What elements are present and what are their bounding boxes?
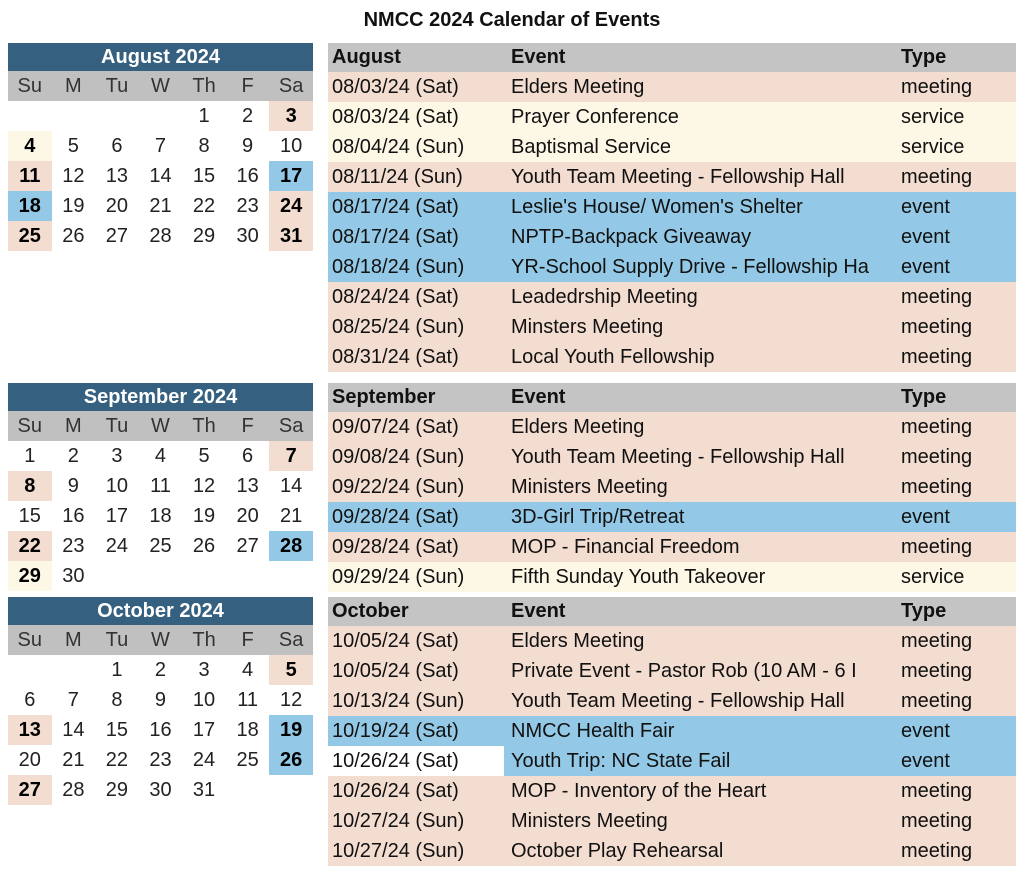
calendar-day: 4 — [154, 445, 167, 467]
table-row — [328, 282, 1016, 312]
calendar-day: 28 — [62, 779, 85, 801]
event-name: Youth Team Meeting - Fellowship Hall — [511, 166, 845, 188]
calendar-day: 22 — [105, 749, 129, 771]
event-date: 08/17/24 (Sat) — [332, 196, 459, 218]
event-date: 10/05/24 (Sat) — [332, 630, 459, 652]
calendar-day: 2 — [67, 445, 79, 467]
calendar-day: 31 — [192, 779, 216, 801]
calendar-day: 15 — [105, 719, 129, 741]
calendar-day: 20 — [18, 749, 41, 771]
event-date: 08/03/24 (Sat) — [332, 106, 459, 128]
calendar-weeks — [8, 101, 313, 251]
calendar-week-row — [8, 715, 313, 745]
weekday-label: F — [241, 415, 254, 437]
event-name: NPTP-Backpack Giveaway — [511, 226, 752, 248]
calendar-day: 21 — [62, 749, 85, 771]
event-date: 08/24/24 (Sat) — [332, 286, 459, 308]
table-header-row — [328, 43, 1016, 72]
calendar-day: 24 — [105, 535, 129, 557]
calendar-day: 5 — [269, 655, 313, 685]
mini-calendar-october — [8, 597, 313, 805]
event-date: 09/08/24 (Sun) — [332, 446, 465, 468]
month-title: August 2024 — [8, 43, 313, 71]
calendar-day: 12 — [280, 689, 303, 711]
weekday-label: F — [241, 629, 254, 651]
calendar-day: 3 — [269, 101, 313, 131]
table-row — [328, 836, 1016, 866]
event-date: 10/19/24 (Sat) — [332, 720, 459, 742]
calendar-day: 16 — [62, 505, 85, 527]
event-type: meeting — [901, 690, 973, 712]
event-date: 09/29/24 (Sun) — [332, 566, 465, 588]
calendar-day: 24 — [192, 749, 216, 771]
event-type: meeting — [901, 660, 973, 682]
event-date: 08/25/24 (Sun) — [332, 316, 465, 338]
calendar-day — [95, 561, 139, 591]
table-row — [328, 102, 1016, 132]
calendar-day: 4 — [242, 659, 254, 681]
calendar-day: 19 — [62, 195, 85, 217]
table-row — [328, 656, 1016, 686]
table-row — [328, 746, 1016, 776]
calendar-weeks — [8, 441, 313, 591]
event-name: Fifth Sunday Youth Takeover — [511, 566, 766, 588]
event-date: 09/07/24 (Sat) — [332, 416, 459, 438]
weekday-label: Tu — [105, 629, 129, 651]
calendar-day: 30 — [149, 779, 172, 801]
table-row — [328, 342, 1016, 372]
calendar-day: 27 — [105, 225, 129, 247]
calendar-week-row — [8, 531, 313, 561]
calendar-day: 13 — [236, 475, 259, 497]
calendar-day: 10 — [105, 475, 129, 497]
event-name: YR-School Supply Drive - Fellowship Ha — [511, 256, 869, 278]
event-type: service — [901, 136, 965, 158]
event-name: Prayer Conference — [511, 106, 679, 128]
calendar-day — [182, 561, 226, 591]
event-date: 08/11/24 (Sun) — [332, 166, 463, 188]
event-type: event — [901, 196, 950, 218]
table-row — [328, 626, 1016, 656]
calendar-day: 1 — [198, 105, 210, 127]
calendar-week-row — [8, 161, 313, 191]
event-type: service — [901, 566, 965, 588]
weekday-label: Sa — [278, 415, 304, 437]
calendar-week-row — [8, 191, 313, 221]
event-type: meeting — [901, 316, 973, 338]
event-type: meeting — [901, 630, 973, 652]
calendar-day: 19 — [192, 505, 216, 527]
calendar-day: 31 — [269, 221, 313, 251]
calendar-day: 18 — [8, 191, 52, 221]
calendar-day — [8, 101, 52, 131]
event-date: 10/27/24 (Sun) — [332, 840, 465, 862]
event-name: Youth Team Meeting - Fellowship Hall — [511, 446, 845, 468]
table-row — [328, 806, 1016, 836]
event-name: Minsters Meeting — [511, 316, 664, 338]
event-date: 10/26/24 (Sat) — [332, 780, 459, 802]
table-row — [328, 412, 1016, 442]
calendar-day — [139, 561, 183, 591]
table-row — [328, 442, 1016, 472]
event-name: Private Event - Pastor Rob (10 AM - 6 I — [511, 660, 857, 682]
event-name: October Play Rehearsal — [511, 840, 724, 862]
header-event: Event — [511, 46, 566, 68]
calendar-day: 17 — [105, 505, 129, 527]
calendar-day — [8, 655, 52, 685]
calendar-day: 30 — [62, 565, 85, 587]
calendar-day: 5 — [67, 135, 79, 157]
event-type: meeting — [901, 346, 973, 368]
calendar-week-row — [8, 775, 313, 805]
header-type: Type — [901, 46, 947, 68]
mini-calendar-august — [8, 43, 313, 251]
month-title: October 2024 — [8, 597, 313, 625]
table-body — [328, 412, 1016, 592]
event-type: event — [901, 750, 950, 772]
calendar-day: 6 — [111, 135, 123, 157]
calendar-day: 9 — [242, 135, 254, 157]
calendar-day: 26 — [269, 745, 313, 775]
calendar-day: 12 — [192, 475, 216, 497]
calendar-day: 21 — [280, 505, 303, 527]
calendar-day: 15 — [192, 165, 216, 187]
event-type: meeting — [901, 446, 973, 468]
weekday-label: W — [151, 415, 170, 437]
event-name: Elders Meeting — [511, 630, 645, 652]
event-type: service — [901, 106, 965, 128]
header-type: Type — [901, 386, 947, 408]
header-type: Type — [901, 600, 947, 622]
header-event: Event — [511, 600, 566, 622]
calendar-week-row — [8, 561, 313, 591]
event-name: NMCC Health Fair — [511, 720, 675, 742]
calendar-day: 27 — [8, 775, 52, 805]
calendar-day — [95, 101, 139, 131]
calendar-day: 25 — [8, 221, 52, 251]
calendar-day: 14 — [280, 475, 303, 497]
table-row — [328, 222, 1016, 252]
calendar-day: 17 — [192, 719, 216, 741]
calendar-week-row — [8, 441, 313, 471]
calendar-day: 13 — [105, 165, 129, 187]
calendar-day: 20 — [236, 505, 259, 527]
event-name: Elders Meeting — [511, 416, 645, 438]
table-row — [328, 472, 1016, 502]
events-table-september — [328, 383, 1016, 592]
event-type: meeting — [901, 76, 973, 98]
table-row — [328, 502, 1016, 532]
calendar-day: 15 — [18, 505, 41, 527]
calendar-week-row — [8, 101, 313, 131]
calendar-day: 30 — [236, 225, 259, 247]
calendar-day: 26 — [192, 535, 216, 557]
weekday-label: F — [241, 75, 254, 97]
calendar-day: 11 — [150, 475, 171, 497]
calendar-day: 6 — [24, 689, 36, 711]
calendar-day: 10 — [280, 135, 303, 157]
weekday-label: M — [65, 75, 82, 97]
table-body — [328, 72, 1016, 372]
table-header-row — [328, 597, 1016, 626]
event-date: 10/13/24 (Sun) — [332, 690, 465, 712]
calendar-day: 25 — [149, 535, 172, 557]
calendar-day: 27 — [236, 535, 259, 557]
calendar-day: 9 — [67, 475, 79, 497]
calendar-week-row — [8, 655, 313, 685]
event-name: Baptismal Service — [511, 136, 672, 158]
weekday-header-row — [8, 71, 313, 101]
event-name: Leslie's House/ Women's Shelter — [511, 196, 803, 218]
calendar-day: 23 — [62, 535, 85, 557]
event-date: 10/05/24 (Sat) — [332, 660, 459, 682]
weekday-label: Sa — [278, 75, 304, 97]
events-table-october — [328, 597, 1016, 866]
table-row — [328, 562, 1016, 592]
event-date: 10/26/24 (Sat) — [332, 750, 459, 772]
calendar-day: 21 — [149, 195, 172, 217]
calendar-day: 22 — [8, 531, 52, 561]
calendar-day: 16 — [149, 719, 172, 741]
calendar-day — [52, 101, 96, 131]
calendar-week-row — [8, 471, 313, 501]
calendar-day: 6 — [242, 445, 254, 467]
calendar-day: 14 — [149, 165, 172, 187]
table-row — [328, 716, 1016, 746]
calendar-day: 19 — [269, 715, 313, 745]
table-row — [328, 686, 1016, 716]
calendar-day: 22 — [192, 195, 216, 217]
mini-calendar-september — [8, 383, 313, 591]
weekday-label: Th — [192, 629, 216, 651]
weekday-header-row — [8, 411, 313, 441]
calendar-day — [269, 561, 313, 591]
event-type: meeting — [901, 536, 973, 558]
event-date: 08/18/24 (Sun) — [332, 256, 465, 278]
weekday-label: M — [65, 629, 82, 651]
calendar-weeks — [8, 655, 313, 805]
calendar-day: 2 — [242, 105, 254, 127]
calendar-day: 7 — [154, 135, 167, 157]
event-type: meeting — [901, 840, 973, 862]
calendar-day: 4 — [8, 131, 52, 161]
calendar-day: 13 — [8, 715, 52, 745]
calendar-day: 7 — [269, 441, 313, 471]
event-type: meeting — [901, 166, 973, 188]
calendar-day — [226, 775, 270, 805]
weekday-label: Su — [17, 75, 43, 97]
table-row — [328, 776, 1016, 806]
table-row — [328, 252, 1016, 282]
calendar-day: 11 — [237, 689, 258, 711]
event-date: 08/04/24 (Sun) — [332, 136, 465, 158]
event-type: event — [901, 226, 950, 248]
event-type: event — [901, 720, 950, 742]
weekday-label: W — [151, 629, 170, 651]
event-type: event — [901, 506, 950, 528]
table-row — [328, 532, 1016, 562]
calendar-week-row — [8, 221, 313, 251]
month-title: September 2024 — [8, 383, 313, 411]
calendar-day: 18 — [236, 719, 259, 741]
events-table-august — [328, 43, 1016, 372]
event-date: 08/31/24 (Sat) — [332, 346, 459, 368]
calendar-day: 8 — [198, 135, 210, 157]
calendar-day: 29 — [8, 561, 52, 591]
calendar-day: 1 — [24, 445, 36, 467]
event-name: MOP - Financial Freedom — [511, 536, 740, 558]
header-month: August — [332, 46, 401, 68]
header-month: October — [332, 600, 409, 622]
calendar-day — [139, 101, 183, 131]
table-row — [328, 162, 1016, 192]
event-name: Ministers Meeting — [511, 476, 668, 498]
weekday-label: Su — [17, 629, 43, 651]
calendar-day: 2 — [154, 659, 167, 681]
event-type: meeting — [901, 810, 973, 832]
weekday-label: M — [65, 415, 82, 437]
calendar-week-row — [8, 745, 313, 775]
calendar-day: 14 — [62, 719, 85, 741]
calendar-day — [52, 655, 96, 685]
event-type: event — [901, 256, 950, 278]
weekday-label: Su — [17, 415, 43, 437]
calendar-day: 20 — [105, 195, 129, 217]
calendar-day — [226, 561, 270, 591]
event-date: 09/28/24 (Sat) — [332, 536, 459, 558]
table-row — [328, 192, 1016, 222]
calendar-day: 8 — [111, 689, 123, 711]
event-type: meeting — [901, 286, 973, 308]
table-row — [328, 72, 1016, 102]
calendar-day: 18 — [149, 505, 172, 527]
weekday-header-row — [8, 625, 313, 655]
event-date: 08/03/24 (Sat) — [332, 76, 459, 98]
calendar-day: 28 — [149, 225, 172, 247]
calendar-day: 29 — [105, 779, 129, 801]
event-name: Leadedrship Meeting — [511, 286, 698, 308]
event-name: Elders Meeting — [511, 76, 645, 98]
table-row — [328, 312, 1016, 342]
calendar-day: 12 — [62, 165, 85, 187]
calendar-day: 1 — [111, 659, 123, 681]
calendar-week-row — [8, 131, 313, 161]
event-name: 3D-Girl Trip/Retreat — [511, 506, 685, 528]
calendar-day: 23 — [236, 195, 259, 217]
table-row — [328, 132, 1016, 162]
event-name: MOP - Inventory of the Heart — [511, 780, 767, 802]
table-header-row — [328, 383, 1016, 412]
calendar-day: 7 — [67, 689, 79, 711]
event-type: meeting — [901, 780, 973, 802]
weekday-label: W — [151, 75, 170, 97]
weekday-label: Sa — [278, 629, 304, 651]
calendar-day: 3 — [111, 445, 123, 467]
event-type: meeting — [901, 476, 973, 498]
calendar-day: 8 — [8, 471, 52, 501]
calendar-week-row — [8, 685, 313, 715]
header-event: Event — [511, 386, 566, 408]
calendar-week-row — [8, 501, 313, 531]
calendar-day: 11 — [8, 161, 52, 191]
calendar-day: 3 — [198, 659, 210, 681]
calendar-day: 28 — [269, 531, 313, 561]
weekday-label: Tu — [105, 75, 129, 97]
header-month: September — [332, 386, 436, 408]
weekday-label: Th — [192, 75, 216, 97]
calendar-day: 29 — [192, 225, 216, 247]
calendar-day: 23 — [149, 749, 172, 771]
event-date: 10/27/24 (Sun) — [332, 810, 465, 832]
event-name: Ministers Meeting — [511, 810, 668, 832]
calendar-day: 24 — [269, 191, 313, 221]
event-name: Youth Team Meeting - Fellowship Hall — [511, 690, 845, 712]
event-name: Youth Trip: NC State Fail — [511, 750, 731, 772]
event-date: 08/17/24 (Sat) — [332, 226, 459, 248]
weekday-label: Tu — [105, 415, 129, 437]
calendar-day: 5 — [198, 445, 210, 467]
page-title: NMCC 2024 Calendar of Events — [363, 9, 661, 31]
event-name: Local Youth Fellowship — [511, 346, 715, 368]
calendar-day: 17 — [269, 161, 313, 191]
calendar-day: 16 — [236, 165, 259, 187]
weekday-label: Th — [192, 415, 216, 437]
table-body — [328, 626, 1016, 866]
calendar-day: 10 — [192, 689, 216, 711]
calendar-day: 25 — [236, 749, 259, 771]
calendar-day: 9 — [154, 689, 167, 711]
calendar-day: 26 — [62, 225, 85, 247]
event-date: 09/28/24 (Sat) — [332, 506, 459, 528]
event-date: 09/22/24 (Sun) — [332, 476, 465, 498]
event-type: meeting — [901, 416, 973, 438]
calendar-day — [269, 775, 313, 805]
